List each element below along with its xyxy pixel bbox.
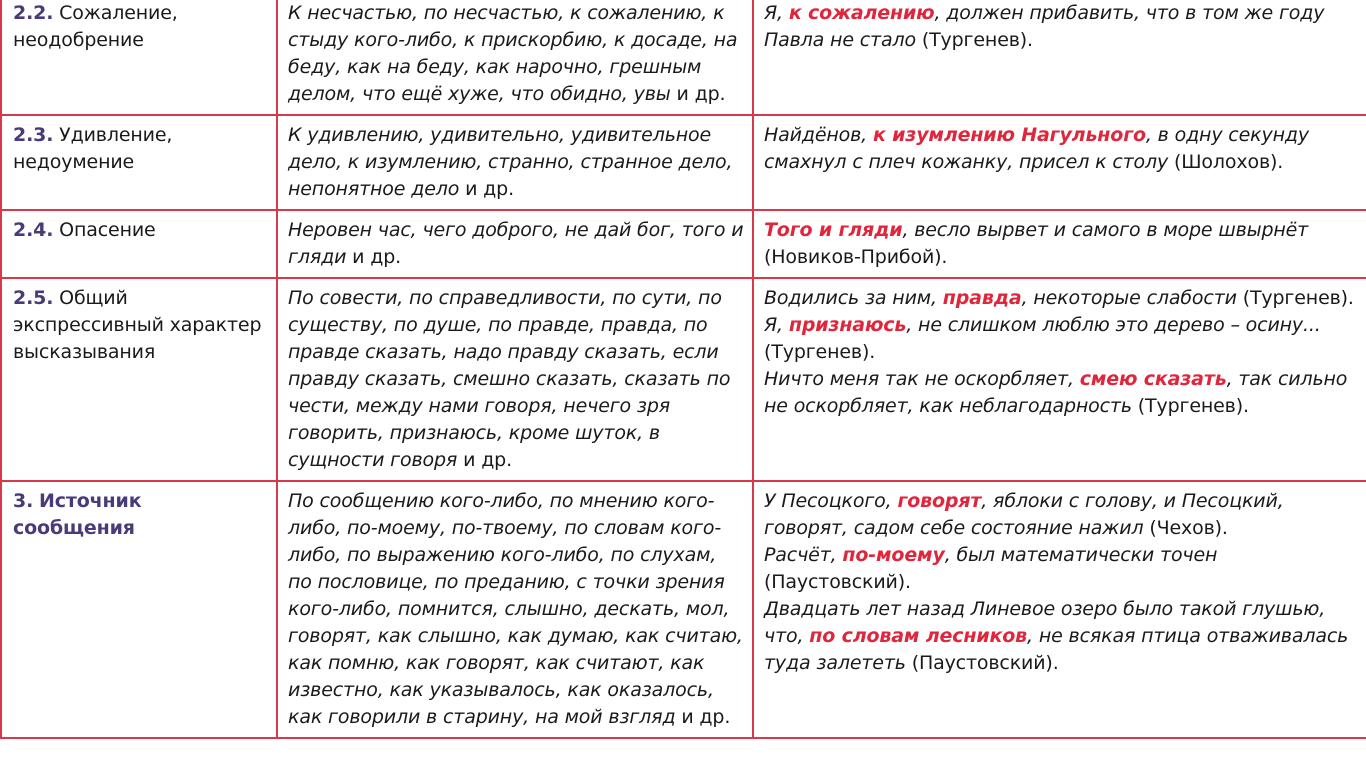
example-text: , яблоки с голову, и Песоцкий, говорят, садом себе состояние нажил bbox=[764, 490, 1284, 539]
etc-suffix: и др. bbox=[457, 449, 512, 471]
highlighted-phrase: смею сказать bbox=[1079, 368, 1227, 390]
category-name: Общий экспрессивный характер высказывания bbox=[13, 287, 262, 363]
etc-suffix: и др. bbox=[670, 83, 726, 105]
author-citation: (Чехов). bbox=[1149, 517, 1228, 539]
introductory-words-cell bbox=[277, 481, 753, 738]
table-row bbox=[1, 115, 1366, 210]
introductory-words-list: К удивлению, удивительно, удивительное дело, к изумлению, странно, странное дело, непонятное дело bbox=[288, 124, 733, 200]
example-sentence bbox=[764, 312, 1358, 366]
example-text: , должен прибавить, что в том же году Павла не стало bbox=[764, 2, 1325, 51]
example-text: Водились за ним, bbox=[764, 287, 943, 309]
section-number: 2.3. bbox=[13, 124, 54, 146]
examples-cell bbox=[753, 210, 1366, 278]
category-name: Удивление, недоумение bbox=[13, 124, 173, 173]
example-sentence bbox=[764, 366, 1358, 420]
author-citation: (Тургенев). bbox=[1242, 287, 1354, 309]
example-text: , весло вырвет и самого в море швырнёт bbox=[902, 219, 1309, 241]
author-citation: (Тургенев). bbox=[1137, 395, 1249, 417]
example-text: Ничто меня так не оскорбляет, bbox=[764, 368, 1080, 390]
examples-cell bbox=[753, 481, 1366, 738]
table-row bbox=[1, 210, 1366, 278]
table-row bbox=[1, 278, 1366, 481]
example-text: Двадцать лет назад Линевое озеро было такой глушью, что, bbox=[764, 598, 1326, 647]
section-number: 2.2. bbox=[13, 2, 54, 24]
category-cell bbox=[1, 210, 277, 278]
examples-cell bbox=[753, 278, 1366, 481]
introductory-words-list: К несчастью, по несчастью, к сожалению, к стыду кого-либо, к прискорбию, к досаде, на беду, как на беду, как нарочно, грешным делом, что ещё хуже, что обидно, увы bbox=[288, 2, 738, 105]
example-text: Я, bbox=[764, 314, 789, 336]
highlighted-phrase: Того и гляди bbox=[764, 219, 903, 241]
etc-suffix: и др. bbox=[459, 178, 514, 200]
introductory-words-list: По сообщению кого-либо, по мнению кого-либо, по-моему, по-твоему, по словам кого-либо, по выражению кого-либо, по слухам, по пословице, по преданию, с точки зрения кого-либо, помнится, слышно, дескать, мол, говорят, как слышно, как думаю, как считаю, как помню, как говорят, как считают, как известно, как указывалось, как оказалось, как говорили в старину, на мой взгляд bbox=[288, 490, 743, 728]
introductory-words-cell bbox=[277, 210, 753, 278]
introductory-words-list: Неровен час, чего доброго, не дай бог, того и гляди bbox=[288, 219, 744, 268]
section-number: 2.5. bbox=[13, 287, 54, 309]
example-text: , был математически точен bbox=[944, 544, 1218, 566]
author-citation: (Новиков-Прибой). bbox=[764, 246, 948, 268]
example-sentence bbox=[764, 122, 1358, 176]
highlighted-phrase: к изумлению Нагульного bbox=[872, 124, 1146, 146]
highlighted-phrase: по-моему bbox=[842, 544, 945, 566]
etc-suffix: и др. bbox=[675, 706, 731, 728]
author-citation: (Шолохов). bbox=[1174, 151, 1284, 173]
introductory-words-list: По совести, по справедливости, по сути, по существу, по душе, по правде, правда, по правде сказать, надо правду сказать, если правду сказать, смешно сказать, сказать по чести, между нами говоря, нечего зря говорить, признаюсь, кроме шуток, в сущности говоря bbox=[288, 287, 731, 471]
table-row bbox=[1, 0, 1366, 115]
highlighted-phrase: по словам лесников bbox=[809, 625, 1028, 647]
example-sentence bbox=[764, 0, 1358, 54]
category-name: Источник сообщения bbox=[13, 490, 142, 539]
introductory-words-cell bbox=[277, 115, 753, 210]
category-cell bbox=[1, 481, 277, 738]
introductory-words-cell bbox=[277, 278, 753, 481]
introductory-words-cell bbox=[277, 0, 753, 115]
etc-suffix: и др. bbox=[346, 246, 402, 268]
example-text: , не слишком люблю это дерево – осину... bbox=[906, 314, 1321, 336]
example-text: У Песоцкого, bbox=[764, 490, 898, 512]
examples-cell bbox=[753, 115, 1366, 210]
example-text: , так сильно не оскорбляет, как неблагодарность bbox=[764, 368, 1348, 417]
examples-cell bbox=[753, 0, 1366, 115]
table-body bbox=[1, 0, 1366, 738]
highlighted-phrase: к сожалению bbox=[788, 2, 935, 24]
example-sentence bbox=[764, 217, 1358, 271]
example-text: , не всякая птица отваживалась туда залететь bbox=[764, 625, 1349, 674]
author-citation: (Тургенев). bbox=[764, 341, 876, 363]
author-citation: (Тургенев). bbox=[921, 29, 1033, 51]
highlighted-phrase: говорят bbox=[897, 490, 982, 512]
table-row bbox=[1, 481, 1366, 738]
category-cell bbox=[1, 278, 277, 481]
author-citation: (Паустовский). bbox=[911, 652, 1059, 674]
example-sentence bbox=[764, 542, 1358, 596]
example-sentence bbox=[764, 596, 1358, 677]
example-text: Я, bbox=[764, 2, 789, 24]
category-name: Опасение bbox=[59, 219, 156, 241]
category-cell bbox=[1, 115, 277, 210]
example-text: , некоторые слабости bbox=[1021, 287, 1243, 309]
section-number: 3. bbox=[13, 490, 34, 512]
example-text: Найдёнов, bbox=[764, 124, 873, 146]
highlighted-phrase: правда bbox=[942, 287, 1022, 309]
highlighted-phrase: признаюсь bbox=[788, 314, 907, 336]
section-number: 2.4. bbox=[13, 219, 54, 241]
example-sentence bbox=[764, 488, 1358, 542]
example-text: , в одну секунду смахнул с плеч кожанку, присел к столу bbox=[764, 124, 1309, 173]
author-citation: (Паустовский). bbox=[764, 571, 911, 593]
example-sentence bbox=[764, 285, 1358, 312]
category-name: Сожаление, неодобрение bbox=[13, 2, 178, 51]
example-text: Расчёт, bbox=[764, 544, 843, 566]
category-cell bbox=[1, 0, 277, 115]
